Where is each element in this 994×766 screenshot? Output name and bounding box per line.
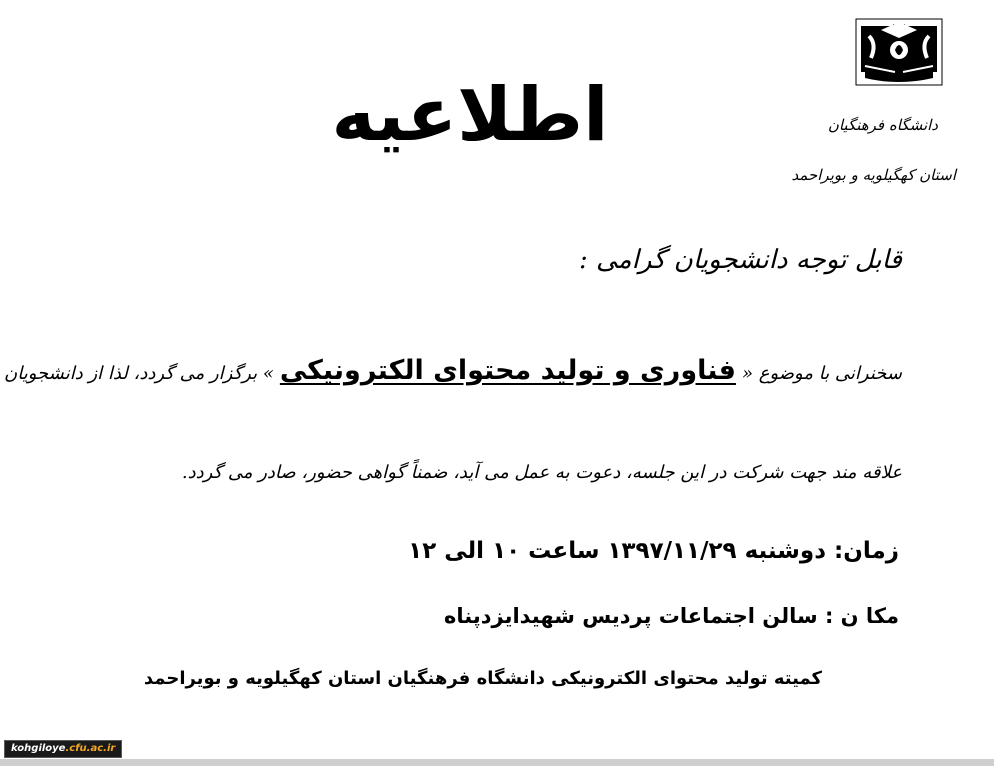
place-value: سالن اجتماعات پردیس شهیدایزدپناه <box>444 604 818 628</box>
watermark-accent: .cfu.ac.ir <box>65 743 116 754</box>
announcement-line-2: علاقه مند جهت شرکت در این جلسه، دعوت به عمل می آید، ضمناً گواهی حضور، صادر می گردد. <box>181 462 902 483</box>
watermark-main: kohgiloye <box>11 743 66 754</box>
university-name: دانشگاه فرهنگیان <box>827 116 938 134</box>
greeting: قابل توجه دانشجویان گرامی : <box>578 245 902 275</box>
line1-before: سخنرانی با موضوع « <box>741 363 902 384</box>
place-row <box>444 604 899 628</box>
line1-after: » برگزار می گردد، لذا از دانشجویان <box>4 363 274 384</box>
footer-bar <box>0 759 994 766</box>
time-value: دوشنبه ۱۳۹۷/۱۱/۲۹ ساعت ۱۰ الی ۱۲ <box>408 538 827 564</box>
lecture-topic: فناوری و تولید محتوای الکترونیکی <box>279 355 736 386</box>
site-watermark <box>4 740 122 758</box>
university-province: استان کهگیلویه و بویراحمد <box>791 166 956 184</box>
time-label: زمان: <box>834 538 899 564</box>
announcement-line-1 <box>4 355 902 386</box>
place-label: مکا ن : <box>824 604 899 628</box>
page-title: اطلاعیه <box>331 72 609 158</box>
time-row <box>408 538 899 564</box>
committee-signature: کمیته تولید محتوای الکترونیکی دانشگاه فرهنگیان استان کهگیلویه و بویراحمد <box>143 668 822 689</box>
university-emblem-icon <box>855 18 943 86</box>
